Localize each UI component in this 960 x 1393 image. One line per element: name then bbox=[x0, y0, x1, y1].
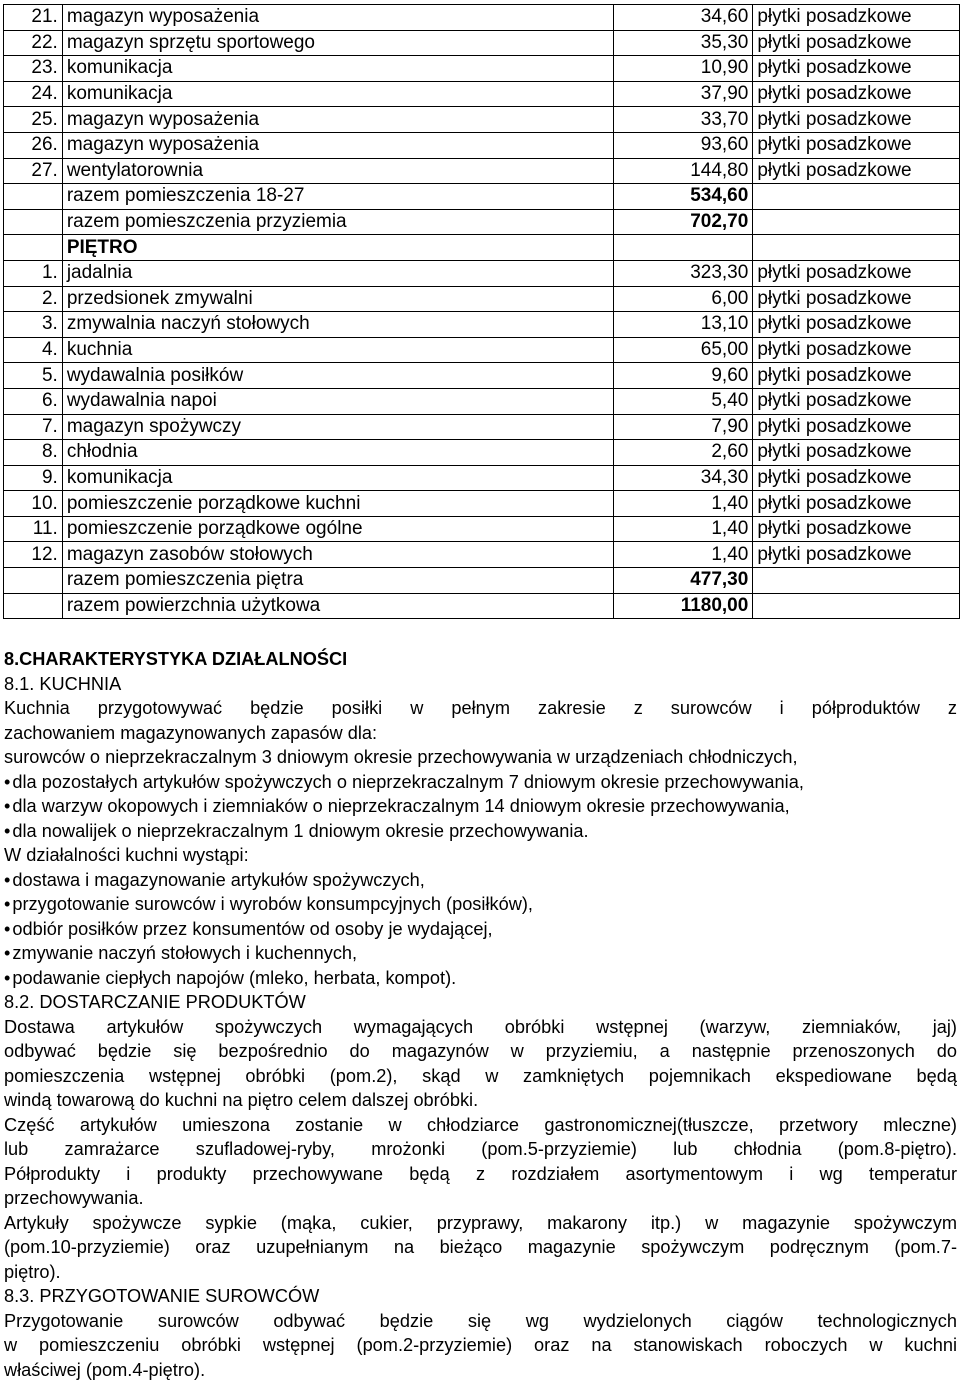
table-row bbox=[4, 132, 960, 158]
room-name-cell: PIĘTRO bbox=[62, 235, 613, 261]
room-area-cell: 34,60 bbox=[613, 5, 752, 31]
rooms-table bbox=[3, 4, 960, 619]
room-area-cell: 702,70 bbox=[613, 209, 752, 235]
room-area-cell: 144,80 bbox=[613, 158, 752, 184]
rooms-table-body bbox=[4, 5, 960, 619]
room-name-cell: magazyn spożywczy bbox=[62, 414, 613, 440]
delivery-paragraph-line: Dostawa artykułów spożywczych wymagających obróbki wstępnej (warzyw, ziemniaków, jaj) bbox=[4, 1016, 957, 1037]
room-number-cell: 12. bbox=[4, 542, 63, 568]
floor-finish-cell: płytki posadzkowe bbox=[753, 542, 960, 568]
table-row bbox=[4, 516, 960, 542]
room-area-cell: 1,40 bbox=[613, 491, 752, 517]
room-number-cell bbox=[4, 184, 63, 210]
room-name-cell: magazyn sprzętu sportowego bbox=[62, 30, 613, 56]
room-name-cell: zmywalnia naczyń stołowych bbox=[62, 312, 613, 338]
floor-finish-cell: płytki posadzkowe bbox=[753, 132, 960, 158]
table-row bbox=[4, 209, 960, 235]
room-name-cell: magazyn wyposażenia bbox=[62, 132, 613, 158]
room-number-cell bbox=[4, 235, 63, 261]
bullet-icon: • bbox=[4, 918, 11, 939]
floor-finish-cell: płytki posadzkowe bbox=[753, 158, 960, 184]
room-name-cell: razem powierzchnia użytkowa bbox=[62, 593, 613, 619]
room-area-cell: 6,00 bbox=[613, 286, 752, 312]
floor-finish-cell: płytki posadzkowe bbox=[753, 337, 960, 363]
table-row bbox=[4, 491, 960, 517]
table-row bbox=[4, 235, 960, 261]
table-row bbox=[4, 568, 960, 594]
table-row bbox=[4, 440, 960, 466]
room-number-cell: 4. bbox=[4, 337, 63, 363]
floor-finish-cell: płytki posadzkowe bbox=[753, 363, 960, 389]
room-name-cell: kuchnia bbox=[62, 337, 613, 363]
bullet-icon: • bbox=[4, 967, 11, 988]
room-name-cell: komunikacja bbox=[62, 56, 613, 82]
room-name-cell: jadalnia bbox=[62, 260, 613, 286]
activity-item-text: dostawa i magazynowanie artykułów spożywczych, bbox=[12, 869, 425, 890]
room-number-cell: 2. bbox=[4, 286, 63, 312]
room-area-cell: 5,40 bbox=[613, 388, 752, 414]
bullet-icon: • bbox=[4, 869, 11, 890]
bullet-icon: • bbox=[4, 796, 11, 816]
room-area-cell: 534,60 bbox=[613, 184, 752, 210]
floor-finish-cell: płytki posadzkowe bbox=[753, 465, 960, 491]
room-area-cell: 34,30 bbox=[613, 465, 752, 491]
room-area-cell: 1,40 bbox=[613, 516, 752, 542]
floor-finish-cell bbox=[753, 235, 960, 261]
activity-list-item bbox=[4, 966, 957, 991]
room-name-cell: komunikacja bbox=[62, 465, 613, 491]
room-number-cell: 1. bbox=[4, 260, 63, 286]
room-number-cell: 3. bbox=[4, 312, 63, 338]
activity-list-item bbox=[4, 917, 957, 942]
delivery-paragraph-line: piętro). bbox=[4, 1261, 61, 1282]
table-row bbox=[4, 542, 960, 568]
storage-item-text: dla nowalijek o nieprzekraczalnym 1 dniowym okresie przechowywania. bbox=[12, 820, 589, 841]
activity-list-item bbox=[4, 892, 957, 917]
floor-finish-cell bbox=[753, 209, 960, 235]
bullet-icon: • bbox=[4, 894, 11, 914]
table-row bbox=[4, 56, 960, 82]
room-name-cell: wydawalnia posiłków bbox=[62, 363, 613, 389]
table-row bbox=[4, 465, 960, 491]
section-8-text bbox=[4, 647, 957, 1382]
storage-list-item bbox=[4, 794, 957, 819]
room-number-cell: 22. bbox=[4, 30, 63, 56]
activity-list-item bbox=[4, 941, 957, 966]
storage-item-text: dla warzyw okopowych i ziemniaków o nieprzekraczalnym 14 dniowym okresie przechowywania, bbox=[12, 796, 790, 816]
table-row bbox=[4, 81, 960, 107]
room-area-cell: 93,60 bbox=[613, 132, 752, 158]
table-row bbox=[4, 363, 960, 389]
room-area-cell: 477,30 bbox=[613, 568, 752, 594]
storage-list-item bbox=[4, 745, 957, 770]
room-area-cell: 10,90 bbox=[613, 56, 752, 82]
room-name-cell: wydawalnia napoi bbox=[62, 388, 613, 414]
section-heading: 8.CHARAKTERYSTYKA DZIAŁALNOŚCI bbox=[4, 649, 348, 669]
floor-finish-cell: płytki posadzkowe bbox=[753, 5, 960, 31]
floor-finish-cell: płytki posadzkowe bbox=[753, 312, 960, 338]
table-row bbox=[4, 260, 960, 286]
room-name-cell: wentylatorownia bbox=[62, 158, 613, 184]
activity-list-item bbox=[4, 868, 957, 893]
activity-item-text: zmywanie naczyń stołowych i kuchennych, bbox=[12, 943, 358, 963]
storage-item-text: dla pozostałych artykułów spożywczych o nieprzekraczalnym 7 dniowym okresie przechowywania, bbox=[12, 771, 804, 792]
table-row bbox=[4, 593, 960, 619]
subsection-8-2-title: 8.2. DOSTARCZANIE PRODUKTÓW bbox=[4, 992, 306, 1012]
delivery-paragraph-line: pomieszczenia wstępnej obróbki (pom.2), skąd w zamkniętych pojemnikach ekspediowane będą bbox=[4, 1065, 957, 1086]
room-name-cell: magazyn zasobów stołowych bbox=[62, 542, 613, 568]
room-area-cell: 323,30 bbox=[613, 260, 752, 286]
room-area-cell: 35,30 bbox=[613, 30, 752, 56]
room-number-cell: 21. bbox=[4, 5, 63, 31]
delivery-paragraph-line: Artykuły spożywcze sypkie (mąka, cukier, przyprawy, makarony itp.) w magazynie spożywczym bbox=[4, 1212, 957, 1233]
room-number-cell bbox=[4, 568, 63, 594]
room-area-cell: 1,40 bbox=[613, 542, 752, 568]
room-number-cell: 5. bbox=[4, 363, 63, 389]
storage-list-item bbox=[4, 819, 957, 844]
preparation-paragraph-line: w pomieszczeniu obróbki wstępnej (pom.2-przyziemie) oraz na stanowiskach roboczych w kuchni bbox=[4, 1335, 957, 1355]
room-name-cell: komunikacja bbox=[62, 81, 613, 107]
room-name-cell: magazyn wyposażenia bbox=[62, 107, 613, 133]
floor-finish-cell: płytki posadzkowe bbox=[753, 516, 960, 542]
floor-finish-cell: płytki posadzkowe bbox=[753, 414, 960, 440]
activity-item-text: przygotowanie surowców i wyrobów konsumpcyjnych (posiłków), bbox=[12, 894, 533, 914]
floor-finish-cell bbox=[753, 184, 960, 210]
delivery-paragraph-line: odbywać będzie się bezpośrednio do magazynów w przyziemiu, a następnie przenoszonych do bbox=[4, 1041, 957, 1061]
room-number-cell: 7. bbox=[4, 414, 63, 440]
activity-item-text: podawanie ciepłych napojów (mleko, herbata, kompot). bbox=[12, 967, 457, 988]
delivery-paragraph-line: windą towarową do kuchni na piętro celem dalszej obróbki. bbox=[4, 1090, 479, 1110]
delivery-paragraph-line: Półprodukty i produkty przechowywane będą z rozdziałem asortymentowym i wg temperatur bbox=[4, 1163, 957, 1184]
floor-finish-cell: płytki posadzkowe bbox=[753, 440, 960, 466]
subsection-8-1-title: 8.1. KUCHNIA bbox=[4, 673, 122, 694]
delivery-paragraph-line: przechowywania. bbox=[4, 1188, 144, 1208]
preparation-paragraph-line: właściwej (pom.4-piętro). bbox=[4, 1359, 206, 1380]
room-area-cell: 13,10 bbox=[613, 312, 752, 338]
bullet-icon: • bbox=[4, 771, 11, 792]
activity-item-text: odbiór posiłków przez konsumentów od osoby je wydającej, bbox=[12, 918, 493, 939]
room-number-cell bbox=[4, 593, 63, 619]
table-row bbox=[4, 388, 960, 414]
room-number-cell: 9. bbox=[4, 465, 63, 491]
room-number-cell: 8. bbox=[4, 440, 63, 466]
delivery-paragraph-line: lub zamrażarce szufladowej-ryby, mrożonki (pom.5-przyziemie) lub chłodnia (pom.8-piętro). bbox=[4, 1139, 957, 1159]
room-name-cell: pomieszczenie porządkowe ogólne bbox=[62, 516, 613, 542]
room-name-cell: razem pomieszczenia przyziemia bbox=[62, 209, 613, 235]
floor-finish-cell: płytki posadzkowe bbox=[753, 491, 960, 517]
floor-finish-cell: płytki posadzkowe bbox=[753, 260, 960, 286]
room-area-cell bbox=[613, 235, 752, 261]
room-name-cell: razem pomieszczenia 18-27 bbox=[62, 184, 613, 210]
delivery-paragraph-line: Część artykułów umieszona zostanie w chłodziarce gastronomicznej(tłuszcze, przetwory mleczne) bbox=[4, 1114, 957, 1135]
room-name-cell: chłodnia bbox=[62, 440, 613, 466]
floor-finish-cell bbox=[753, 568, 960, 594]
table-row bbox=[4, 107, 960, 133]
room-area-cell: 37,90 bbox=[613, 81, 752, 107]
room-number-cell: 26. bbox=[4, 132, 63, 158]
kitchen-intro-line-1: Kuchnia przygotowywać będzie posiłki w pełnym zakresie z surowców i półproduktów z bbox=[4, 698, 957, 718]
table-row bbox=[4, 337, 960, 363]
preparation-paragraph-line: Przygotowanie surowców odbywać będzie się wg wydzielonych ciągów technologicznych bbox=[4, 1310, 957, 1331]
table-row bbox=[4, 30, 960, 56]
floor-finish-cell: płytki posadzkowe bbox=[753, 81, 960, 107]
table-row bbox=[4, 312, 960, 338]
floor-finish-cell: płytki posadzkowe bbox=[753, 56, 960, 82]
room-number-cell: 6. bbox=[4, 388, 63, 414]
room-name-cell: przedsionek zmywalni bbox=[62, 286, 613, 312]
floor-finish-cell: płytki posadzkowe bbox=[753, 107, 960, 133]
room-area-cell: 33,70 bbox=[613, 107, 752, 133]
room-area-cell: 2,60 bbox=[613, 440, 752, 466]
room-name-cell: pomieszczenie porządkowe kuchni bbox=[62, 491, 613, 517]
room-number-cell: 11. bbox=[4, 516, 63, 542]
table-row bbox=[4, 184, 960, 210]
room-name-cell: magazyn wyposażenia bbox=[62, 5, 613, 31]
room-number-cell: 24. bbox=[4, 81, 63, 107]
room-area-cell: 1180,00 bbox=[613, 593, 752, 619]
table-row bbox=[4, 5, 960, 31]
room-area-cell: 7,90 bbox=[613, 414, 752, 440]
bullet-icon: • bbox=[4, 943, 11, 963]
storage-list-item bbox=[4, 770, 957, 795]
room-number-cell: 23. bbox=[4, 56, 63, 82]
bullet-icon: • bbox=[4, 820, 11, 841]
floor-finish-cell: płytki posadzkowe bbox=[753, 30, 960, 56]
room-number-cell bbox=[4, 209, 63, 235]
table-row bbox=[4, 286, 960, 312]
table-row bbox=[4, 158, 960, 184]
room-area-cell: 9,60 bbox=[613, 363, 752, 389]
activities-intro: W działalności kuchni wystąpi: bbox=[4, 845, 249, 865]
room-number-cell: 27. bbox=[4, 158, 63, 184]
delivery-paragraph-line: (pom.10-przyziemie) oraz uzupełnianym na bieżąco magazynie spożywczym podręcznym (pom.7- bbox=[4, 1237, 957, 1257]
room-area-cell: 65,00 bbox=[613, 337, 752, 363]
room-name-cell: razem pomieszczenia piętra bbox=[62, 568, 613, 594]
room-number-cell: 25. bbox=[4, 107, 63, 133]
floor-finish-cell: płytki posadzkowe bbox=[753, 388, 960, 414]
room-number-cell: 10. bbox=[4, 491, 63, 517]
kitchen-intro-line-2: zachowaniem magazynowanych zapasów dla: bbox=[4, 722, 378, 743]
table-row bbox=[4, 414, 960, 440]
floor-finish-cell: płytki posadzkowe bbox=[753, 286, 960, 312]
storage-item-text: surowców o nieprzekraczalnym 3 dniowym okresie przechowywania w urządzeniach chłodniczych, bbox=[4, 747, 798, 767]
floor-finish-cell bbox=[753, 593, 960, 619]
subsection-8-3-title: 8.3. PRZYGOTOWANIE SUROWCÓW bbox=[4, 1286, 320, 1306]
